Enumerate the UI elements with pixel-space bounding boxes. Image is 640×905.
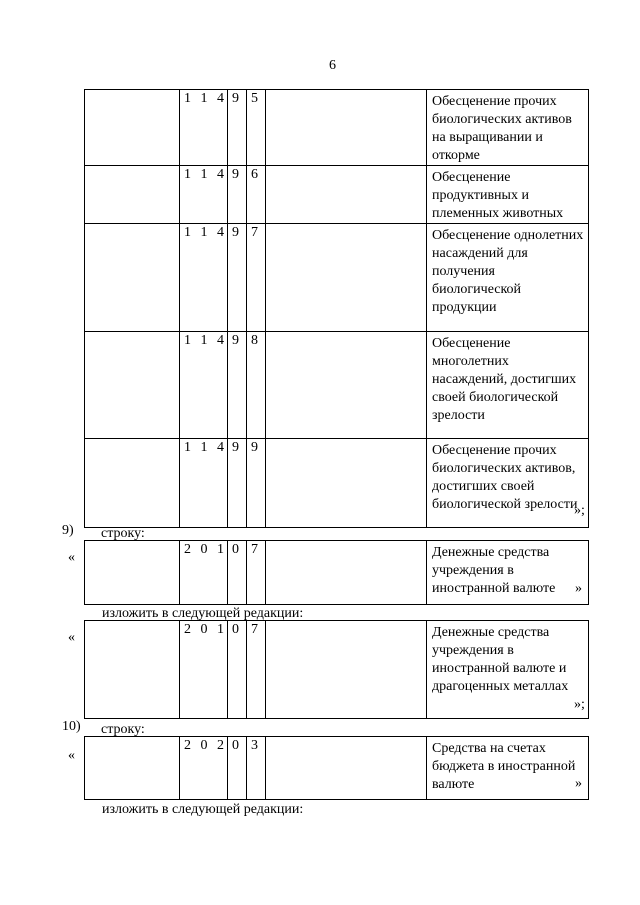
account-name: Денежные средства учреждения в иностранной валюте	[427, 541, 589, 605]
code-cell: 6	[247, 166, 266, 224]
code-cell: 9	[228, 90, 247, 166]
code-cell: 3	[247, 737, 266, 800]
code-cell: 9	[228, 332, 247, 439]
table-row	[85, 224, 589, 332]
item-label: строку:	[101, 526, 145, 541]
table-row	[85, 90, 589, 166]
account-name: Обесценение однолетних насаждений для получения биологической продукции	[427, 224, 589, 332]
account-name: Обесценение продуктивных и племенных животных	[427, 166, 589, 224]
code-cell: 0	[228, 541, 247, 605]
accounts-table-old-202-03	[84, 736, 589, 800]
code-cell: 2 0 1	[180, 541, 228, 605]
code-cell: 5	[247, 90, 266, 166]
replace-label: изложить в следующей редакции:	[102, 606, 304, 621]
item-label: строку:	[101, 722, 145, 737]
code-cell: 1 1 4	[180, 90, 228, 166]
code-cell: 8	[247, 332, 266, 439]
item-number: 10)	[62, 719, 81, 734]
opening-quote: «	[68, 748, 75, 763]
opening-quote: «	[68, 550, 75, 565]
code-cell: 1 1 4	[180, 332, 228, 439]
account-name: Обесценение прочих биологических активов на выращивании и откорме	[427, 90, 589, 166]
code-cell: 9	[228, 166, 247, 224]
closing-quote: »	[575, 776, 582, 791]
account-name: Средства на счетах бюджета в иностранной валюте	[427, 737, 589, 800]
code-cell: 0	[228, 621, 247, 719]
account-name: Обесценение многолетних насаждений, достигших своей биологической зрелости	[427, 332, 589, 439]
account-name: Обесценение прочих биологических активов, достигших своей биологической зрелости	[427, 439, 589, 528]
accounts-table-new-201-07	[84, 620, 589, 719]
code-cell: 1 1 4	[180, 224, 228, 332]
code-cell: 1 1 4	[180, 166, 228, 224]
table-row	[85, 166, 589, 224]
closing-quote: »;	[574, 697, 585, 712]
code-cell: 7	[247, 224, 266, 332]
page-number: 6	[329, 58, 336, 73]
account-name: Денежные средства учреждения в иностранной валюте и драгоценных металлах	[427, 621, 589, 719]
code-cell: 9	[228, 439, 247, 528]
table-row	[85, 621, 589, 719]
code-cell: 9	[247, 439, 266, 528]
code-cell: 7	[247, 541, 266, 605]
opening-quote: «	[68, 630, 75, 645]
replace-label: изложить в следующей редакции:	[102, 802, 304, 817]
table-row	[85, 737, 589, 800]
closing-quote: »;	[574, 503, 585, 518]
code-cell: 9	[228, 224, 247, 332]
code-cell: 7	[247, 621, 266, 719]
code-cell: 2 0 1	[180, 621, 228, 719]
table-row	[85, 541, 589, 605]
code-cell: 1 1 4	[180, 439, 228, 528]
table-row	[85, 332, 589, 439]
code-cell: 2 0 2	[180, 737, 228, 800]
item-number: 9)	[62, 523, 74, 538]
accounts-table-1	[84, 89, 589, 528]
closing-quote: »	[575, 581, 582, 596]
accounts-table-old-201-07	[84, 540, 589, 605]
code-cell: 0	[228, 737, 247, 800]
table-row	[85, 439, 589, 528]
